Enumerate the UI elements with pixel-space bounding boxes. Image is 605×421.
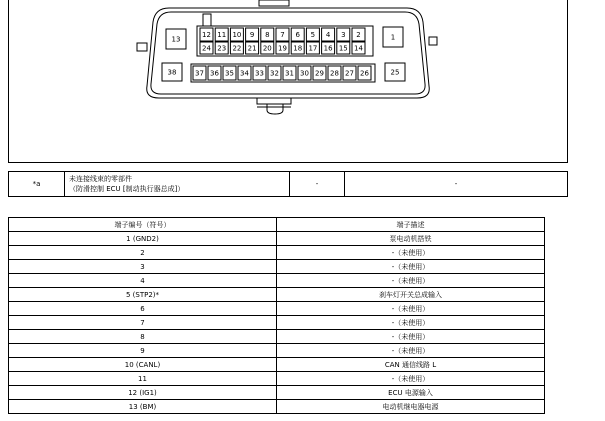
pin-number: 17 [308, 44, 318, 53]
legend-description [65, 172, 290, 197]
pin-number: 12 [202, 31, 211, 39]
pin-cell [215, 28, 228, 41]
terminal-desc: 电动机继电器电源 [277, 400, 545, 414]
pin-cell [337, 28, 350, 41]
pin-cell [230, 28, 243, 41]
pin-cell [246, 42, 259, 54]
pin-cell [253, 66, 266, 80]
legend-col4: - [345, 172, 568, 197]
pin-number: 4 [325, 31, 331, 39]
pin-cell [322, 28, 335, 41]
pin-cell [283, 66, 296, 80]
pin-cell [268, 66, 281, 80]
pin-number: 22 [232, 44, 242, 53]
pin-number: 24 [202, 44, 211, 53]
pin-number: 13 [171, 35, 181, 44]
terminal-pin: 13 (BM) [9, 400, 277, 414]
pin-cell [322, 42, 335, 54]
pin-cell [352, 28, 365, 41]
terminal-desc: -（未使用） [277, 260, 545, 274]
table-row [9, 316, 545, 330]
pin-number: 37 [195, 69, 204, 78]
pin-row-middle [200, 42, 365, 54]
terminal-pin: 4 [9, 274, 277, 288]
terminal-table [8, 217, 545, 414]
pin-cell [276, 42, 289, 54]
pin-number: 35 [225, 69, 234, 78]
pin-number: 19 [278, 44, 287, 53]
pin-number: 14 [354, 44, 363, 53]
pin-cell [358, 66, 371, 80]
pin-cell [246, 28, 259, 41]
table-row [9, 274, 545, 288]
table-row [9, 260, 545, 274]
pin-cell [261, 28, 274, 41]
table-row [9, 358, 545, 372]
terminal-desc: 泵电动机搭铁 [277, 232, 545, 246]
pin-number: 8 [265, 31, 270, 39]
terminal-pin: 9 [9, 344, 277, 358]
terminal-desc: -（未使用） [277, 372, 545, 386]
pin-cell [343, 66, 356, 80]
pin-number: 29 [315, 69, 324, 78]
pin-number: 10 [232, 31, 242, 39]
pin-cell [230, 42, 243, 54]
pin-cell [223, 66, 236, 80]
terminal-pin: 3 [9, 260, 277, 274]
pin-number: 15 [338, 44, 348, 53]
table-row [9, 302, 545, 316]
pin-cell [291, 42, 304, 54]
pin-cell [261, 42, 274, 54]
terminal-pin: 8 [9, 330, 277, 344]
bottom-clip [267, 104, 283, 114]
pin-number: 30 [300, 69, 309, 78]
pin-cell [200, 28, 213, 41]
table-row [9, 288, 545, 302]
terminal-pin: 2 [9, 246, 277, 260]
pin-number: 27 [345, 69, 354, 78]
table-row [9, 386, 545, 400]
pin-cell [337, 42, 350, 54]
pin-number: 31 [285, 69, 294, 78]
pin-cell [306, 28, 319, 41]
pin-number: 21 [247, 44, 257, 53]
right-tab [429, 37, 437, 45]
pin-cell [352, 42, 365, 54]
legend-key: *a [9, 172, 65, 197]
terminal-desc: -（未使用） [277, 302, 545, 316]
pin-number: 11 [217, 31, 227, 39]
pin-number: 34 [240, 69, 249, 78]
terminal-pin: 12 (IG1) [9, 386, 277, 400]
pin-cell-large [162, 63, 182, 81]
terminal-desc: -（未使用） [277, 316, 545, 330]
pin-number: 5 [310, 31, 316, 39]
pin-number: 33 [255, 69, 264, 78]
table-row [9, 232, 545, 246]
pin-cell-large [385, 63, 405, 81]
pin-cell [328, 66, 341, 80]
pin-number: 6 [295, 31, 300, 39]
legend-col3: - [290, 172, 345, 197]
table-row [9, 344, 545, 358]
pin-cell [298, 66, 311, 80]
table-row [9, 330, 545, 344]
pin-cell [306, 42, 319, 54]
pin-cell-large [166, 29, 186, 49]
pin-cell-large [383, 27, 403, 47]
legend-desc-line1: 未连接线束的零部件 [69, 175, 132, 183]
pin-number: 16 [323, 44, 333, 53]
pin-number: 25 [390, 68, 400, 77]
pin-number: 38 [167, 68, 177, 77]
terminal-pin: 11 [9, 372, 277, 386]
pin-row-top [200, 28, 365, 41]
pin-cell [238, 66, 251, 80]
legend-table [8, 171, 568, 197]
pin-number: 3 [341, 31, 346, 39]
legend-desc-line2: （防滑控制 ECU [制动执行器总成]） [69, 185, 185, 193]
terminal-desc: -（未使用） [277, 246, 545, 260]
pin-cell [291, 28, 304, 41]
pin-number: 1 [390, 33, 396, 42]
terminal-desc: 刹车灯开关总成输入 [277, 288, 545, 302]
terminal-pin: 5 (STP2)* [9, 288, 277, 302]
terminal-desc: ECU 电源输入 [277, 386, 545, 400]
table-row [9, 400, 545, 414]
terminal-desc: CAN 通信线路 L [277, 358, 545, 372]
header-desc: 端子描述 [277, 218, 545, 232]
table-row [9, 372, 545, 386]
pin-number: 26 [360, 69, 369, 78]
pin-cell [313, 66, 326, 80]
connector-housing [137, 0, 437, 114]
bottom-latch [257, 98, 291, 104]
pin-number: 9 [249, 31, 255, 39]
pin-number: 23 [217, 44, 227, 53]
connector-figure [8, 0, 568, 163]
terminal-pin: 7 [9, 316, 277, 330]
pin-number: 28 [330, 69, 339, 78]
legend-row [9, 172, 568, 197]
pin-number: 20 [262, 44, 272, 53]
terminal-pin: 10 (CANL) [9, 358, 277, 372]
terminal-desc: -（未使用） [277, 344, 545, 358]
pin-cell [215, 42, 228, 54]
pin-cell [200, 42, 213, 54]
pin-cell [193, 66, 206, 80]
header-pin: 端子编号（符号） [9, 218, 277, 232]
top-latch [259, 0, 289, 6]
pin-number: 18 [293, 44, 303, 53]
terminal-desc: -（未使用） [277, 330, 545, 344]
pin-number: 2 [356, 31, 361, 39]
upper-key [203, 14, 211, 26]
terminal-desc: -（未使用） [277, 274, 545, 288]
table-row [9, 246, 545, 260]
terminal-header-row [9, 218, 545, 232]
pin-number: 7 [280, 31, 285, 39]
terminal-pin: 6 [9, 302, 277, 316]
pin-number: 36 [210, 69, 219, 78]
pin-cell [208, 66, 221, 80]
connector-diagram [9, 0, 569, 163]
pin-row-bottom [193, 66, 371, 80]
pin-number: 32 [270, 69, 279, 78]
left-tab [137, 43, 147, 51]
pin-cell [276, 28, 289, 41]
terminal-pin: 1 (GND2) [9, 232, 277, 246]
